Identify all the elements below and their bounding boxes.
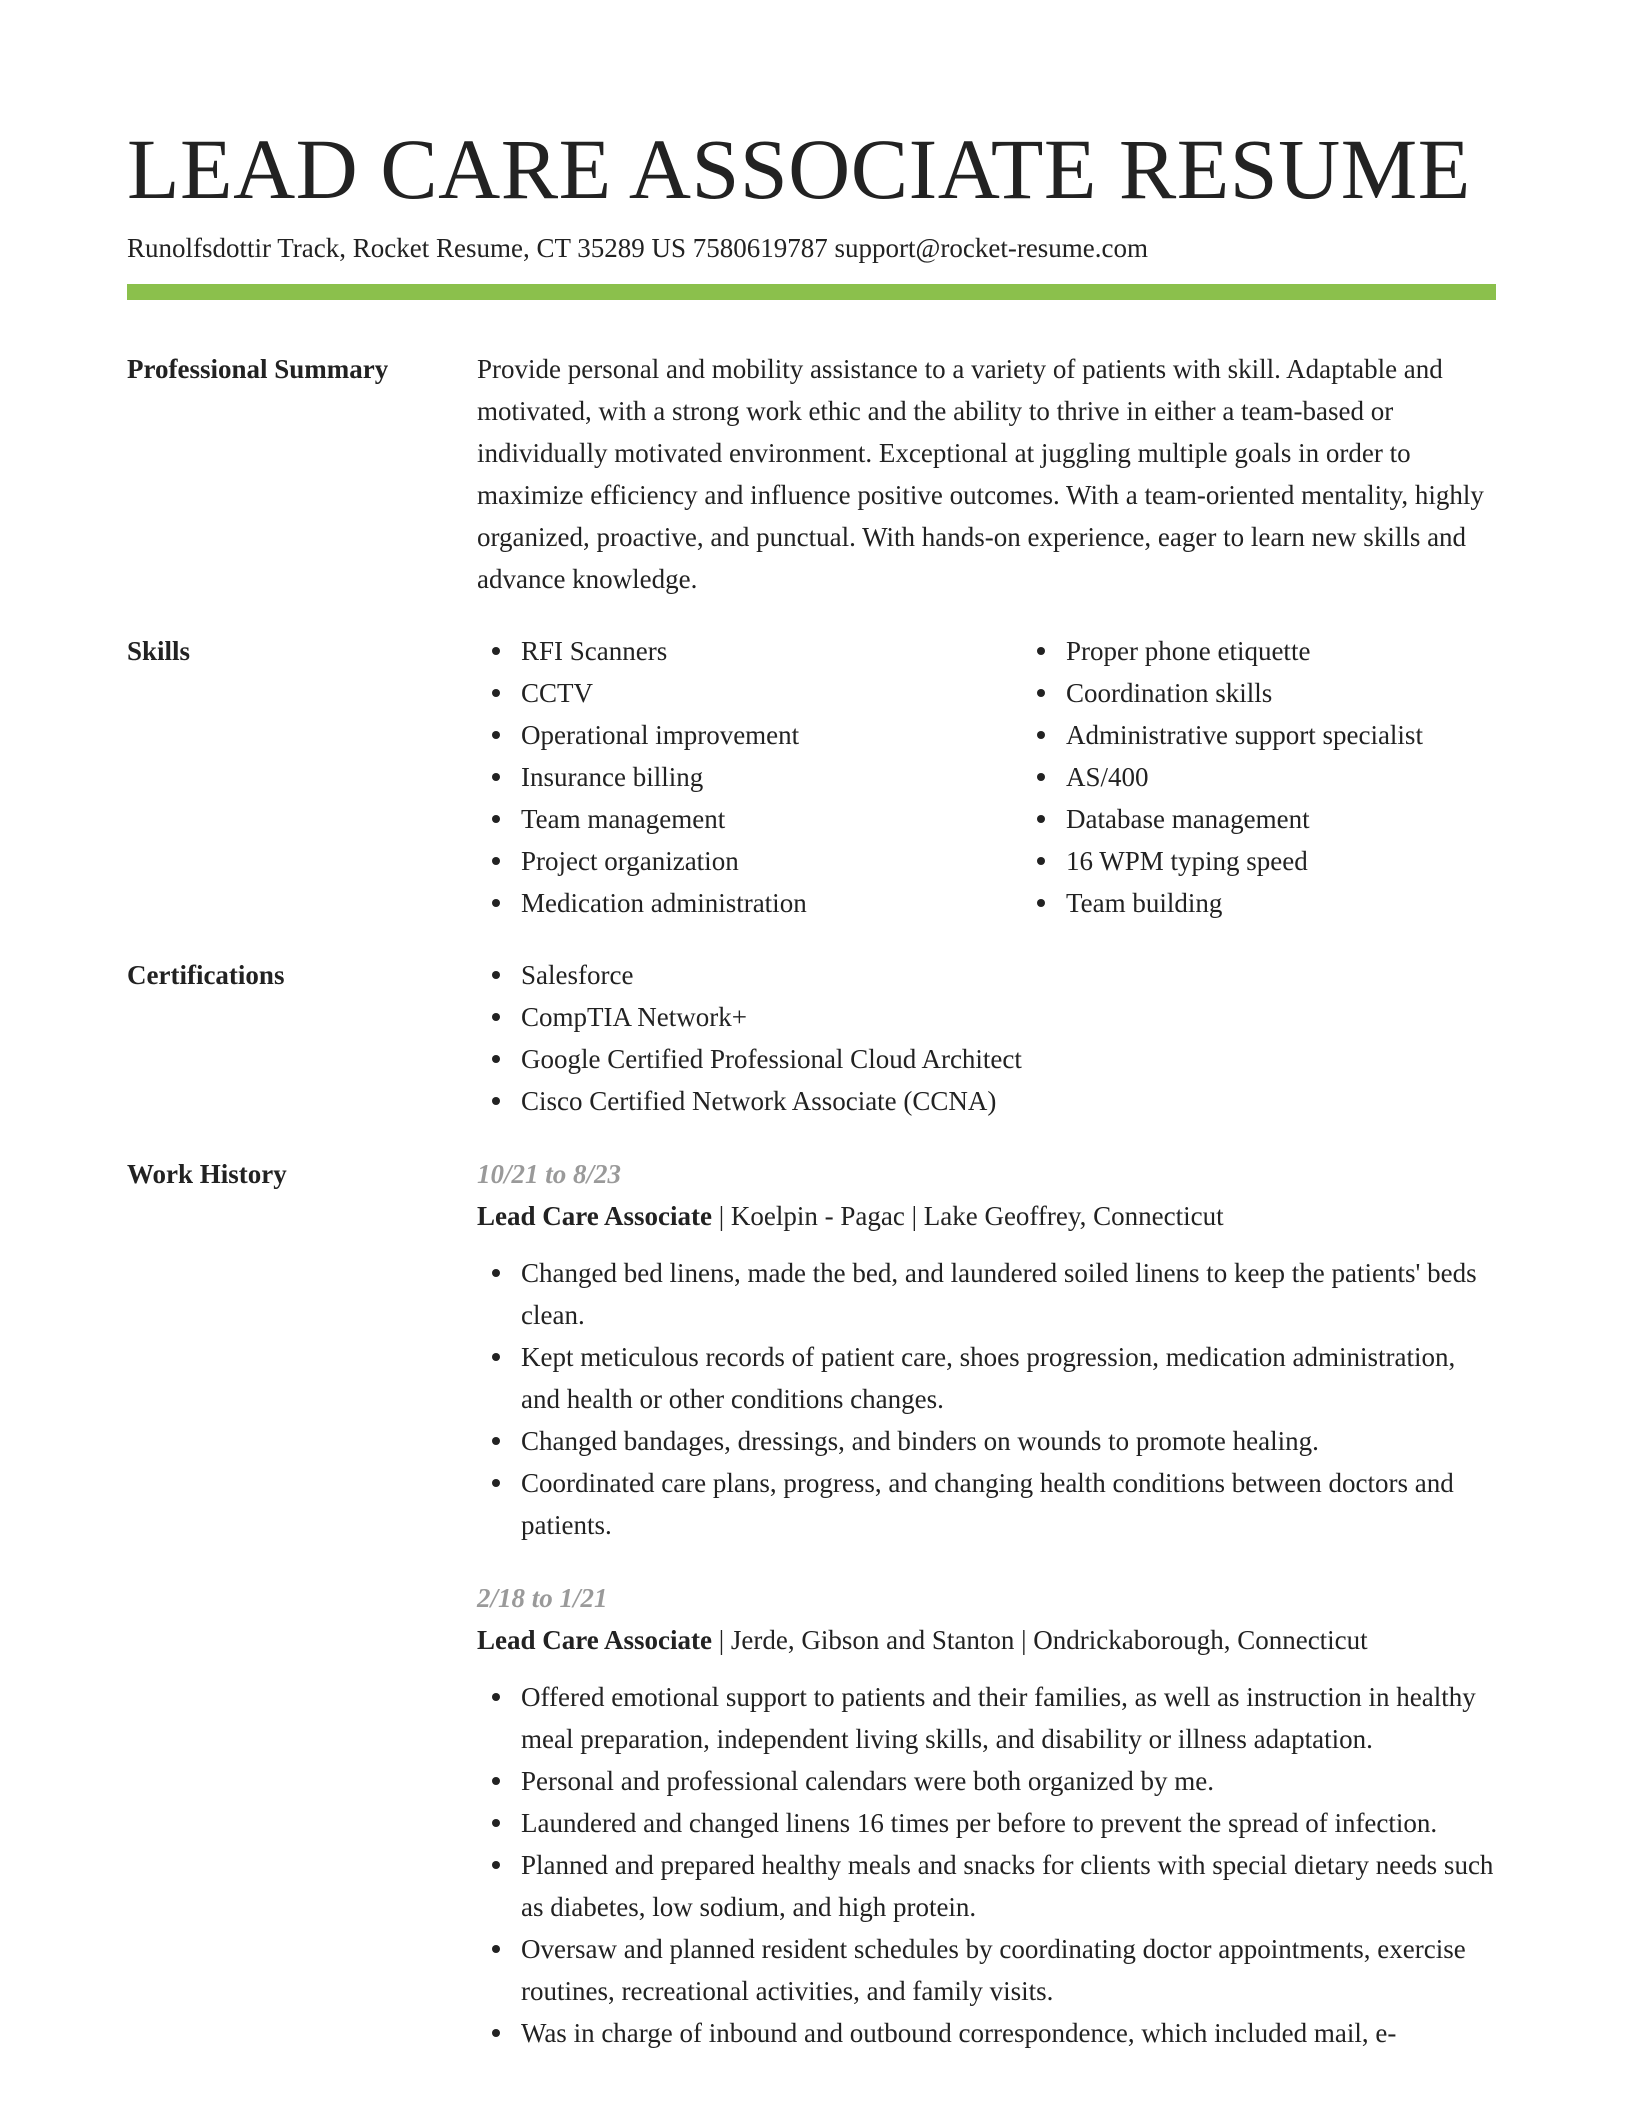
certifications-body (477, 954, 1496, 1122)
job-bullet: Was in charge of inbound and outbound correspondence, which included mail, e- (521, 2012, 1496, 2054)
accent-divider (127, 284, 1496, 300)
job-bullet: Changed bed linens, made the bed, and laundered soiled linens to keep the patients' beds clean. (521, 1252, 1496, 1336)
skill-item: Team management (521, 798, 1022, 840)
certification-item: Cisco Certified Network Associate (CCNA) (521, 1080, 1496, 1122)
job-details: | Jerde, Gibson and Stanton | Ondrickaborough, Connecticut (711, 1625, 1368, 1655)
skill-item: RFI Scanners (521, 630, 1022, 672)
job-bullet: Changed bandages, dressings, and binders on wounds to promote healing. (521, 1420, 1496, 1462)
certification-item: Google Certified Professional Cloud Architect (521, 1038, 1496, 1080)
work-history-heading: Work History (127, 1159, 287, 1189)
job-title-line (477, 1619, 1496, 1661)
job-bullet: Coordinated care plans, progress, and changing health conditions between doctors and patients. (521, 1462, 1496, 1546)
skill-item: AS/400 (1066, 756, 1567, 798)
skill-item: Team building (1066, 882, 1567, 924)
certification-item: Salesforce (521, 954, 1496, 996)
skill-item: Project organization (521, 840, 1022, 882)
skill-item: CCTV (521, 672, 1022, 714)
skills-body (477, 630, 1496, 924)
skill-item: Insurance billing (521, 756, 1022, 798)
job-details: | Koelpin - Pagac | Lake Geoffrey, Connecticut (711, 1201, 1224, 1231)
skills-columns (477, 630, 1496, 924)
skill-item: Proper phone etiquette (1066, 630, 1567, 672)
job-bullet: Kept meticulous records of patient care, shoes progression, medication administration, and health or other conditions changes. (521, 1336, 1496, 1420)
job-role: Lead Care Associate (477, 1201, 712, 1231)
certification-item: CompTIA Network+ (521, 996, 1496, 1038)
job-bullet: Laundered and changed linens 16 times per before to prevent the spread of infection. (521, 1802, 1496, 1844)
resume-title: LEAD CARE ASSOCIATE RESUME (127, 121, 1471, 217)
job-role: Lead Care Associate (477, 1625, 712, 1655)
job-entry (477, 1577, 1496, 2054)
skill-item: Administrative support specialist (1066, 714, 1567, 756)
job-dates: 2/18 to 1/21 (477, 1583, 608, 1613)
job-bullet: Offered emotional support to patients and their families, as well as instruction in healthy meal preparation, independent living skills, and disability or illness adaptation. (521, 1676, 1496, 1760)
skills-list-right (1022, 630, 1567, 924)
job-bullet: Oversaw and planned resident schedules by coordinating doctor appointments, exercise routines, recreational activities, and family visits. (521, 1928, 1496, 2012)
skill-item: Coordination skills (1066, 672, 1567, 714)
skills-list-left (477, 630, 1022, 924)
skill-item: Database management (1066, 798, 1567, 840)
certifications-list (477, 954, 1496, 1122)
job-dates: 10/21 to 8/23 (477, 1159, 622, 1189)
job-entry (477, 1153, 1496, 1546)
skill-item: 16 WPM typing speed (1066, 840, 1567, 882)
summary-body (477, 348, 1496, 600)
skills-heading: Skills (127, 636, 191, 666)
job-title-line (477, 1195, 1496, 1237)
job-bullets (477, 1676, 1496, 2054)
skill-item: Medication administration (521, 882, 1022, 924)
certifications-heading: Certifications (127, 960, 285, 990)
contact-line: Runolfsdottir Track, Rocket Resume, CT 35289 US 7580619787 support@rocket-resume.com (127, 233, 1149, 263)
job-bullet: Planned and prepared healthy meals and snacks for clients with special dietary needs such as diabetes, low sodium, and high protein. (521, 1844, 1496, 1928)
job-bullet: Personal and professional calendars were both organized by me. (521, 1760, 1496, 1802)
skill-item: Operational improvement (521, 714, 1022, 756)
summary-heading: Professional Summary (127, 354, 389, 384)
job-bullets (477, 1252, 1496, 1546)
summary-text: Provide personal and mobility assistance to a variety of patients with skill. Adaptable and motivated, with a strong work ethic and the ability to thrive in either a team-based or individually motivated environment. Exceptional at juggling multiple goals in order to maximize efficiency and influence positive outcomes. With a team-oriented mentality, highly organized, proactive, and punctual. With hands-on experience, eager to learn new skills and advance knowledge. (477, 354, 1484, 594)
work-history-body (477, 1153, 1496, 2054)
